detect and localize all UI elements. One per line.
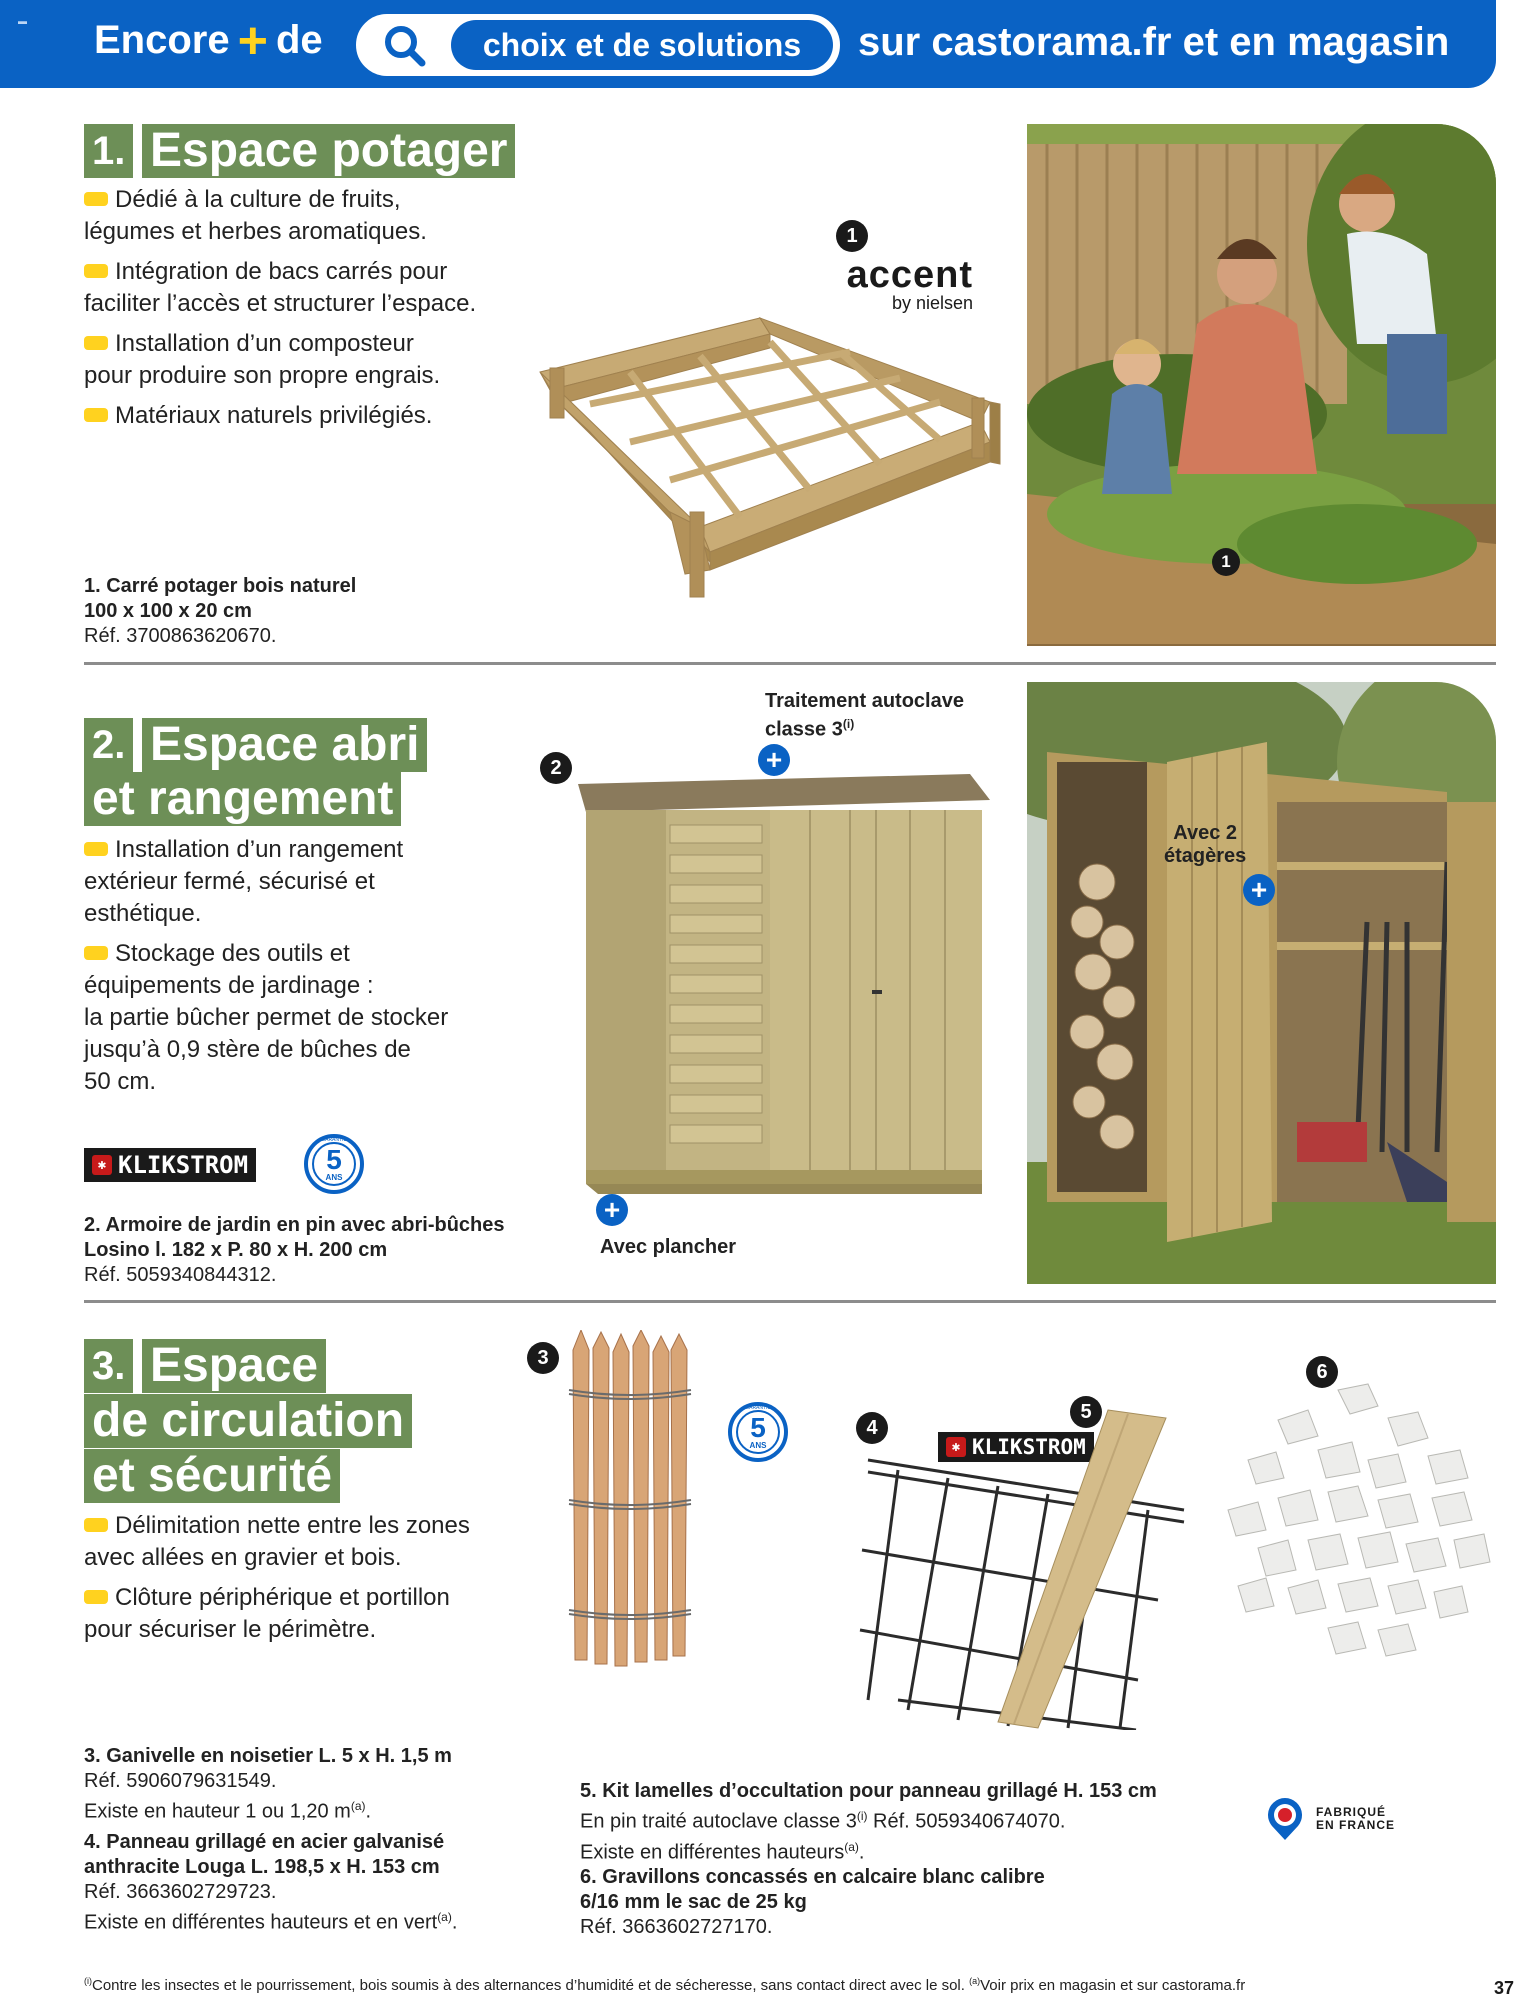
header-encore (94, 11, 323, 70)
klikstrom-brand-logo (84, 1148, 256, 1182)
search-pill-text: choix et de solutions (451, 20, 833, 70)
section3-left-captions: 3. Ganivelle en noisetier L. 5 x H. 1,5 m Réf. 5906079631549. Existe en hauteur 1 ou 1,20 $m^{(a)}$. 4. Panneau grillagé en acier galvanisé anthracite Louga L. 198,5 x H. 153 cm Réf. 3663602729723. Existe en différentes hauteurs et en vert$^{(a)}$. (84, 1745, 458, 1934)
section1-bullets (84, 184, 544, 440)
search-icon (365, 21, 445, 71)
garden-shed-photo (1027, 682, 1496, 1284)
section-divider (84, 662, 1496, 665)
product4-name-line2: anthracite Louga L. 198,5 x H. 153 cm (84, 1855, 440, 1878)
product-badge-3: 3 (527, 1342, 559, 1374)
product4-ref: Réf. 3663602729723. (84, 1880, 277, 1903)
product3-ref: Réf. 5906079631549. (84, 1770, 277, 1792)
footnote: $^{(i)}$Contre les insectes et le pourrissement, bois soumis à des alternances d’humidité et de sécheresse, sans contact direct avec le sol. $^{(a)}$Voir prix en magasin et sur castorama.fr (84, 1976, 1246, 1994)
product4-name-line1: 4. Panneau grillagé en acier galvanisé (84, 1830, 445, 1853)
bullet-marker-icon (84, 842, 108, 856)
section3-right-captions: 5. Kit lamelles d’occultation pour panneau grillagé H. 153 cm En pin traité autoclave classe 3$^{(i)}$ Réf. 5059340674070. Existe en différentes hauteurs$^{(a)}$. 6. Gravillons concassés en calcaire blanc calibre 6/16 mm le sac de 25 kg Réf. 3663602727170. (580, 1780, 1157, 1939)
bullet-marker-icon (84, 1518, 108, 1532)
section1-bullet: Intégration de bacs carrés pour faciliter l’accès et structurer l’espace. (84, 258, 477, 317)
klikstrom-brand-name: KLIKSTROM (118, 1151, 249, 1179)
product-badge-5: 5 (1070, 1396, 1102, 1428)
section2-title-line1: Espace abri (142, 718, 427, 772)
product3-name: 3. Ganivelle en noisetier L. 5 x H. 1,5 m (84, 1745, 452, 1767)
section2-bullet: Installation d’un rangement extérieur fermé, sécurisé et esthétique. (84, 836, 404, 927)
bullet-marker-icon (84, 264, 108, 278)
klikstrom-mark-icon: ✱ (92, 1155, 112, 1175)
klikstrom-mark-icon: ✱ (946, 1437, 966, 1457)
klikstrom-brand-name: KLIKSTROM (972, 1435, 1086, 1459)
garden-family-photo (1027, 124, 1496, 646)
mesh-panel-and-slats-image (858, 1400, 1194, 1730)
accent-brand-logo (818, 256, 973, 312)
plus-icon: + (596, 1194, 628, 1226)
section2-number: 2. (84, 718, 133, 772)
section3-number: 3. (84, 1339, 133, 1393)
page-number: 37 (1494, 1978, 1515, 1998)
product-badge-4: 4 (856, 1412, 888, 1444)
callout-floor: Avec plancher (600, 1236, 736, 1258)
product-badge-1: 1 (836, 220, 868, 252)
product6-name-line2: 6/16 mm le sac de 25 kg (580, 1891, 807, 1914)
product1-ref: Réf. 3700863620670. (84, 625, 277, 647)
header-de-word: de (275, 18, 323, 62)
section3-title-line1: Espace (142, 1339, 326, 1393)
product5-name: 5. Kit lamelles d’occultation pour panneau grillagé H. 153 cm (580, 1780, 1157, 1802)
product5-desc: En pin traité autoclave classe 3 (580, 1810, 857, 1833)
header-plus-icon: + (237, 11, 268, 70)
accent-brand-sub: by nielsen (891, 293, 973, 313)
product2-name: 2. Armoire de jardin en pin avec abri-bûches (84, 1214, 505, 1236)
guarantee-ring-icon (736, 1410, 780, 1454)
header-banner (0, 0, 1496, 88)
section2-title-line2: et rangement (84, 772, 401, 826)
section1-number: 1. (84, 124, 133, 178)
section1-title: Espace potager (142, 124, 515, 178)
product2-ref: Réf. 5059340844312. (84, 1264, 277, 1286)
callout-autoclave: Traitement autoclave classe 3$^{(i)}$ (765, 690, 964, 741)
guarantee-5-years-badge: GARANTIE 5 ANS (304, 1134, 364, 1194)
made-in-france-badge: FABRIQUÉ EN FRANCE (1262, 1796, 1395, 1842)
section2-bullet: Stockage des outils et équipements de jardinage : la partie bûcher permet de stocker jusqu’à 0,9 stère de bûches de 50 cm. (84, 940, 449, 1095)
plus-icon: + (1243, 874, 1275, 906)
section3-title-line3: et sécurité (84, 1449, 340, 1503)
section1-product-caption (84, 574, 356, 649)
bullet-marker-icon (84, 1590, 108, 1604)
product5-ref: Réf. 5059340674070. (867, 1810, 1066, 1833)
white-gravel-image (1218, 1380, 1496, 1670)
bullet-marker-icon (84, 946, 108, 960)
product1-name: 1. Carré potager bois naturel (84, 575, 357, 597)
section1-bullet: Matériaux naturels privilégiés. (84, 400, 544, 432)
search-pill (356, 14, 840, 76)
accent-brand-name: accent (846, 254, 973, 296)
product2-dims: Losino l. 182 x P. 80 x H. 200 cm (84, 1239, 388, 1261)
section3-bullet: Clôture périphérique et portillon pour sécuriser le périmètre. (84, 1584, 450, 1643)
plus-icon: + (758, 744, 790, 776)
photo-badge-1: 1 (1212, 548, 1240, 576)
ganivelle-fence-roll-image (565, 1330, 695, 1676)
section1-bullet: Dédié à la culture de fruits, légumes et herbes aromatiques. (84, 186, 427, 245)
product6-ref: Réf. 3663602727170. (580, 1916, 773, 1939)
bullet-marker-icon (84, 192, 108, 206)
section-divider (84, 1300, 1496, 1303)
bullet-marker-icon (84, 336, 108, 350)
product4-extra: Existe en différentes hauteurs et en vert (84, 1911, 438, 1934)
bullet-marker-icon (84, 408, 108, 422)
header-suffix: sur castorama.fr et en magasin (858, 20, 1450, 64)
guarantee-5-years-badge: GARANTIE 5 ANS (728, 1402, 788, 1462)
section3-bullets (84, 1510, 544, 1654)
product-badge-6: 6 (1306, 1356, 1338, 1388)
garden-shed-product-image (570, 770, 990, 1210)
product5-extra: Existe en différentes hauteurs (580, 1841, 845, 1864)
section2-bullets (84, 834, 544, 1106)
product3-extra: Existe en hauteur 1 ou 1,20 m (84, 1800, 351, 1823)
section1-bullet: Installation d’un composteur pour produire son propre engrais. (84, 330, 441, 389)
section2-product-caption (84, 1213, 505, 1288)
product6-name-line1: 6. Gravillons concassés en calcaire blanc calibre (580, 1866, 1045, 1889)
section3-title-line2: de circulation (84, 1394, 412, 1448)
made-in-france-pin-icon (1262, 1796, 1308, 1842)
garden-bed-product-image (520, 312, 1010, 602)
callout-shelves: Avec 2 étagères (1164, 822, 1247, 867)
castorama-mini-logo-icon: ▬ (18, 16, 27, 26)
product1-dims: 100 x 100 x 20 cm (84, 600, 252, 622)
header-encore-word: Encore (94, 18, 230, 62)
product-badge-2: 2 (540, 752, 572, 784)
guarantee-ring-icon (312, 1142, 356, 1186)
section3-bullet: Délimitation nette entre les zones avec allées en gravier et bois. (84, 1512, 470, 1571)
